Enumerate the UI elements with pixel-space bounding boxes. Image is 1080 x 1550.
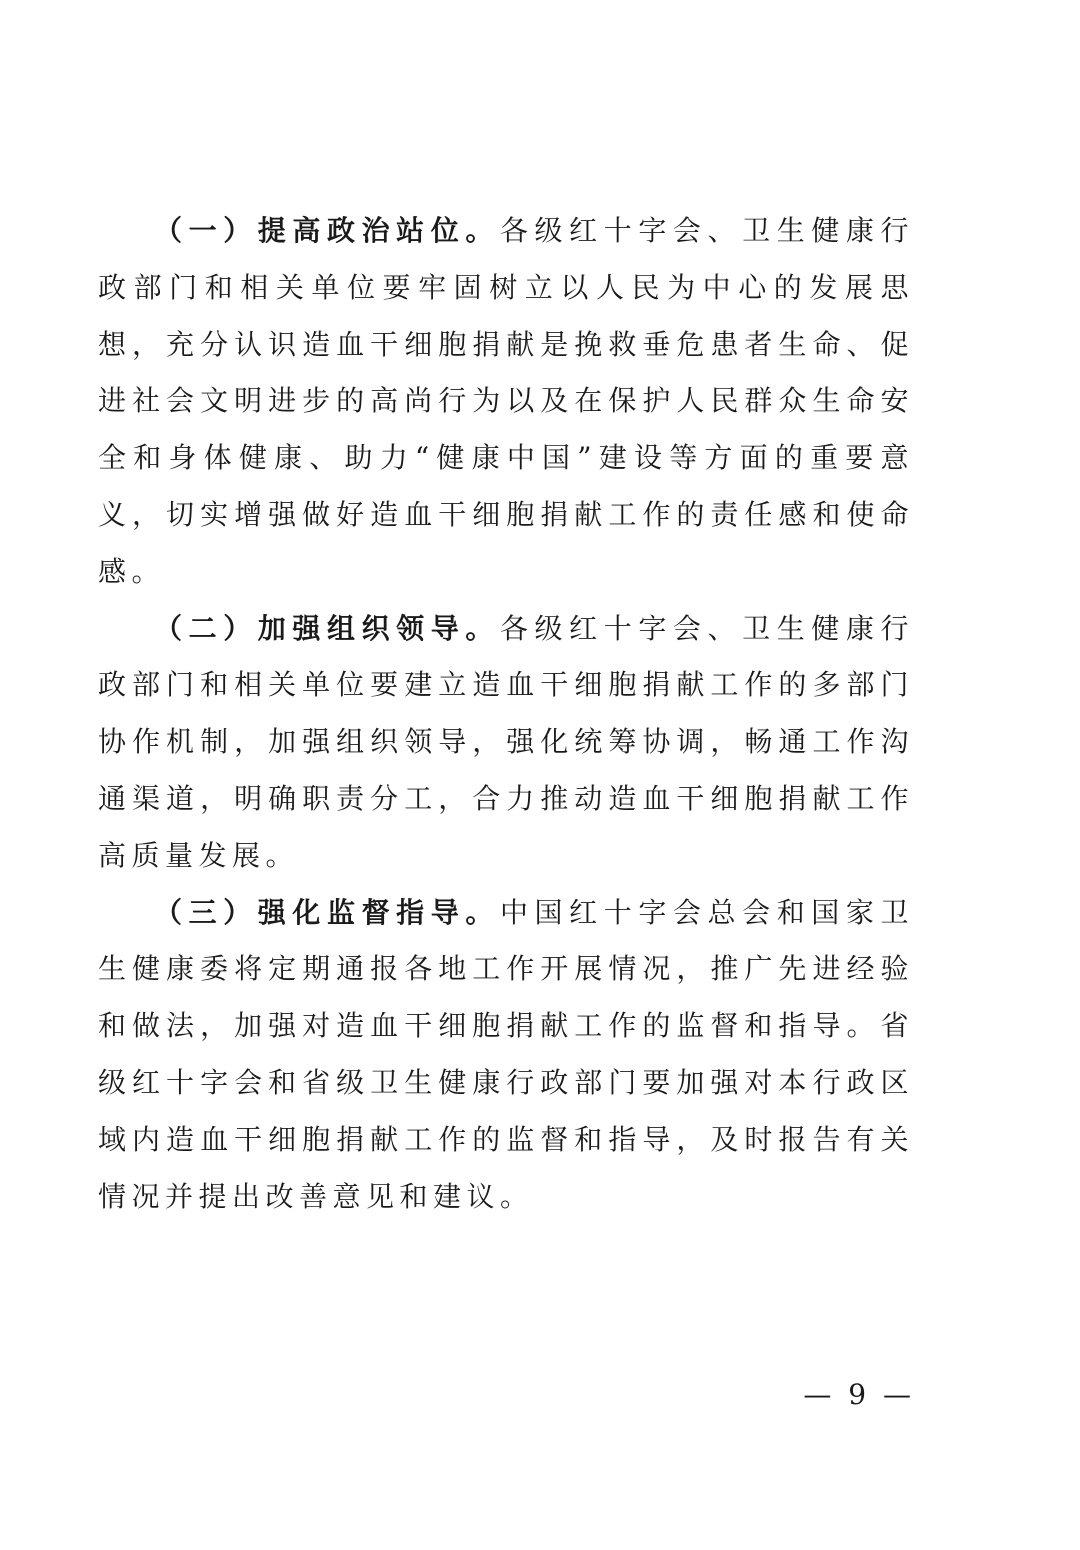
paragraph-2-heading: （二）加强组织领导。 — [154, 611, 500, 645]
document-body — [98, 203, 914, 1225]
paragraph-1 — [98, 203, 914, 601]
paragraph-2-text: 各级红十字会、卫生健康行政部门和相关单位要建立造血干细胞捐献工作的多部门协作机制，加强组织领导，强化统筹协调，畅通工作沟通渠道，明确职责分工，合力推动造血干细胞捐献工作高质量发展。 — [98, 611, 914, 872]
paragraph-3 — [98, 885, 914, 1226]
paragraph-2 — [98, 601, 914, 885]
page-number: — 9 — — [803, 1378, 915, 1411]
paragraph-1-heading: （一）提高政治站位。 — [154, 214, 500, 247]
paragraph-3-text: 中国红十字会总会和国家卫生健康委将定期通报各地工作开展情况，推广先进经验和做法，加强对造血干细胞捐献工作的监督和指导。省级红十字会和省级卫生健康行政部门要加强对本行政区域内造血干细胞捐献工作的监督和指导，及时报告有关情况并提出改善意见和建议。 — [98, 895, 914, 1213]
paragraph-1-text: 各级红十字会、卫生健康行政部门和相关单位要牢固树立以人民为中心的发展思想，充分认识造血干细胞捐献是挽救垂危患者生命、促进社会文明进步的高尚行为以及在保护人民群众生命安全和身体健康、助力“健康中国”建设等方面的重要意义，切实增强做好造血干细胞捐献工作的责任感和使命感。 — [98, 214, 914, 588]
paragraph-3-heading: （三）强化监督指导。 — [154, 895, 500, 929]
